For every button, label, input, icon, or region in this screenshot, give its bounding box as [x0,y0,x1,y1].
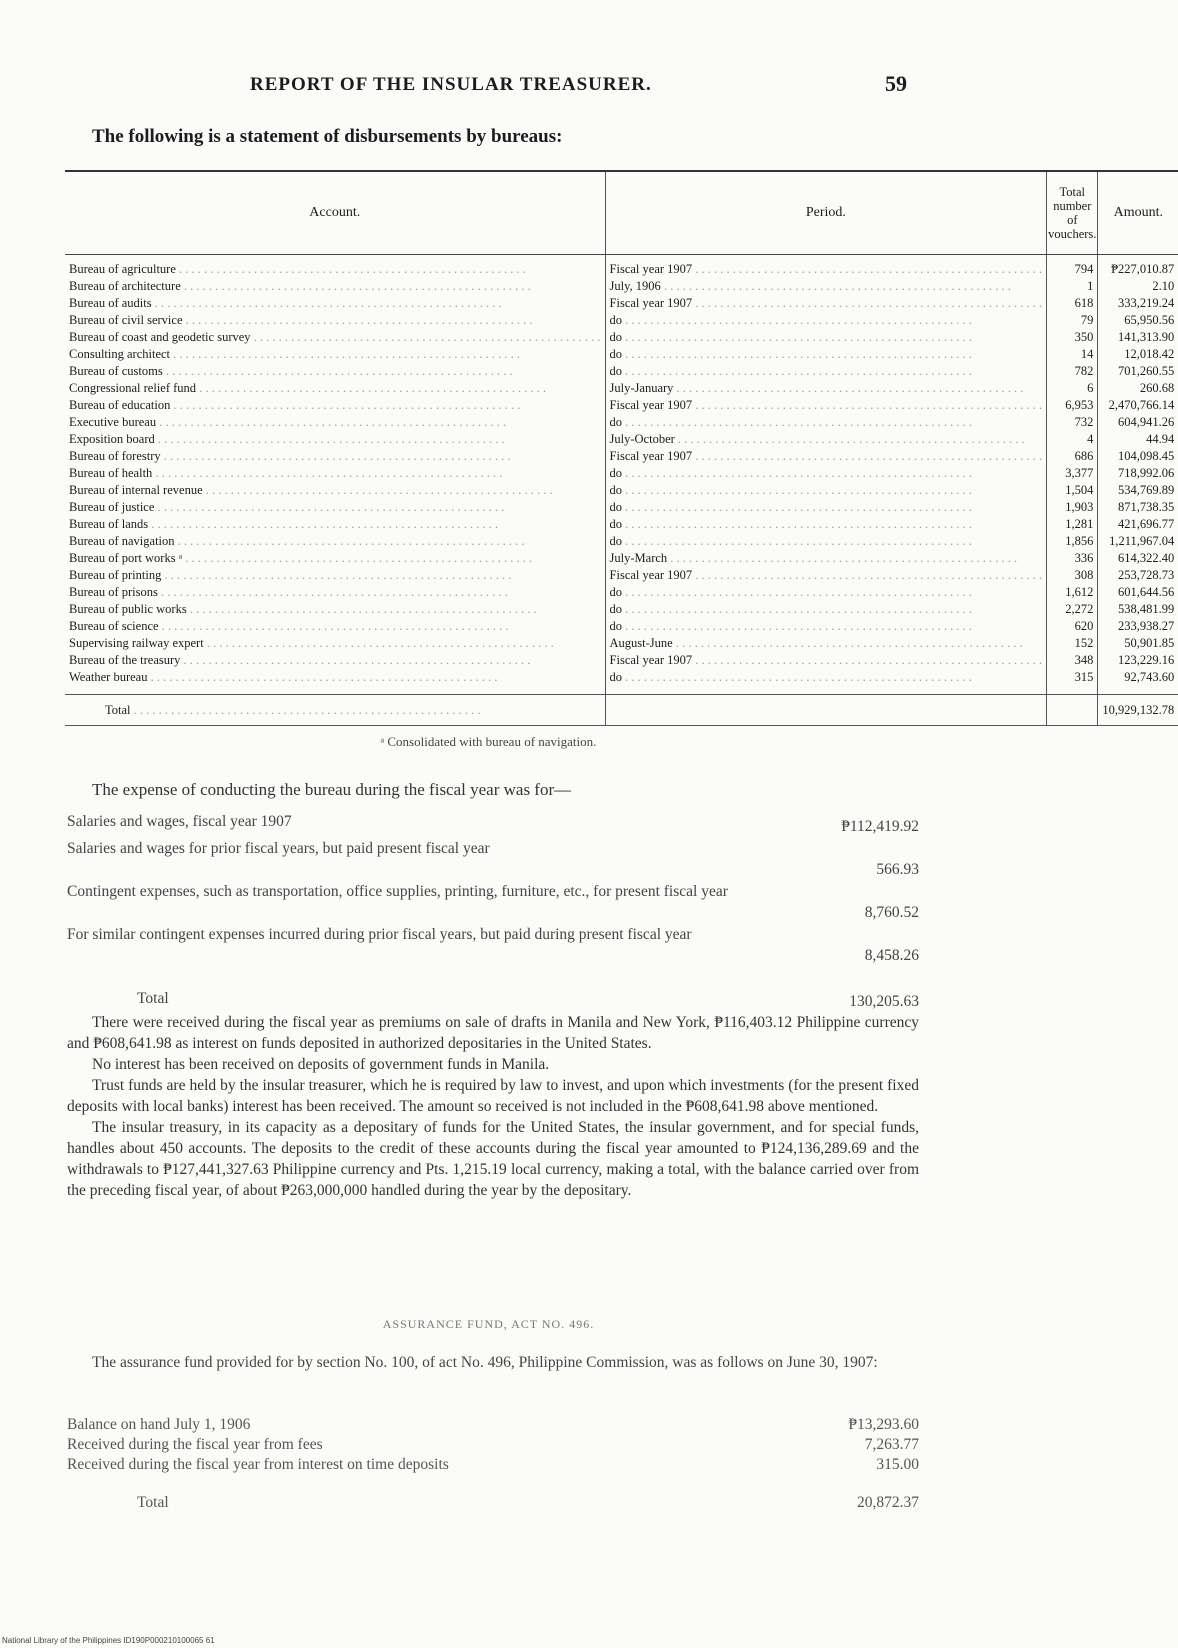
amount-cell: 1,211,967.04 [1109,534,1175,548]
paragraph: There were received during the fiscal year as premiums on sale of drafts in Manila and New York, ₱116,403.12 Philippine currency and ₱608,641.98 as interest on funds deposited in authorized depositaries in the United States. [67,1014,919,1052]
disbursement-table-wrap [65,170,1175,726]
expense-value: 8,458.26 [864,947,919,964]
fund-item [67,1435,919,1455]
period-cell: July-March . . . [610,551,1018,565]
account-cell: Bureau of the treasury . . . [69,653,530,667]
account-cell: Weather bureau . . . [69,670,497,684]
table-row [65,499,1178,516]
period-cell: do . . . [610,313,973,327]
header-vouchers-line2: number [1053,199,1092,213]
expense-label: Salaries and wages, fiscal year 1907 [67,813,292,830]
period-cell: do . . . [610,364,973,378]
account-cell: Bureau of port works ᵃ . . . [69,551,532,565]
period-cell: do . . . [610,347,973,361]
table-row [65,567,1178,584]
header-vouchers-line1: Total [1059,185,1086,199]
disbursement-table [65,170,1178,726]
amount-cell: 2,470,766.14 [1108,398,1175,412]
amount-cell: 104,098.45 [1118,449,1175,463]
amount-cell: 333,219.24 [1118,296,1175,310]
expense-total [67,989,919,1011]
vouchers-cell: 1,504 [1065,483,1094,497]
expense-label: Contingent expenses, such as transportation, office supplies, printing, furniture, etc., for present fiscal year [67,883,728,900]
page-number: 59 [885,71,907,96]
expense-item [67,882,919,922]
amount-cell: 604,941.26 [1118,415,1175,429]
vouchers-cell: 618 [1074,296,1094,310]
period-cell: do . . . [610,330,973,344]
table-row [65,550,1178,567]
expense-value: 566.93 [876,861,919,878]
account-cell: Bureau of customs . . . [69,364,513,378]
account-cell: Bureau of public works . . . [69,602,537,616]
total-amount: 10,929,132.78 [1102,702,1175,717]
vouchers-cell: 782 [1074,364,1094,378]
vouchers-cell: 336 [1074,551,1094,565]
amount-cell: 92,743.60 [1124,670,1175,684]
expense-value: 8,760.52 [864,904,919,921]
table-spacer [65,686,1178,695]
fund-label: Balance on hand July 1, 1906 [67,1416,251,1433]
account-cell: Bureau of lands . . . [69,517,498,531]
table-row [65,465,1178,482]
expense-label: For similar contingent expenses incurred during prior fiscal years, but paid during present fiscal year [67,926,692,943]
fund-value: ₱13,293.60 [848,1416,919,1433]
expense-total-value: 130,205.63 [849,993,919,1010]
vouchers-cell: 732 [1074,415,1094,429]
amount-cell: 233,938.27 [1118,619,1175,633]
vouchers-cell: 6,953 [1065,398,1094,412]
vouchers-cell: 6 [1087,381,1094,395]
account-cell: Consulting architect . . . [69,347,520,361]
table-row [65,431,1178,448]
amount-cell: 871,738.35 [1118,500,1175,514]
table-row [65,618,1178,635]
table-row [65,278,1178,295]
period-cell: do . . . [610,466,973,480]
vouchers-cell: 1 [1087,279,1094,293]
account-cell: Congressional relief fund . . . [69,381,546,395]
vouchers-cell: 348 [1074,653,1094,667]
table-row [65,295,1178,312]
paragraph: Trust funds are held by the insular treasurer, which he is required by law to invest, and upon which investments (for the present fixed deposits with local banks) interest has been received. The amount so received is not included in the ₱608,641.98 above mentioned. [67,1077,919,1115]
period-cell: do . . . [610,517,973,531]
expense-item [67,925,919,965]
period-cell: do . . . [610,415,973,429]
table-body [65,255,1178,726]
period-cell: do . . . [610,585,973,599]
period-cell: Fiscal year 1907 . . . [610,449,1043,463]
fund-item [67,1415,919,1435]
table-row [65,584,1178,601]
amount-cell: 12,018.42 [1124,347,1175,361]
header-vouchers [1047,171,1098,255]
account-cell: Bureau of agriculture . . . [69,262,526,276]
amount-cell: 421,696.77 [1118,517,1175,531]
header-period: Period. [605,171,1047,255]
fund-intro: The assurance fund provided for by section No. 100, of act No. 496, Philippine Commission, was as follows on June 30, 1907: [92,1354,878,1371]
account-cell: Bureau of navigation . . . [69,534,525,548]
account-cell: Bureau of science . . . [69,619,509,633]
amount-cell: 44.94 [1146,432,1175,446]
vouchers-cell: 620 [1074,619,1094,633]
period-cell: July, 1906 . . . [610,279,1011,293]
vouchers-cell: 686 [1074,449,1094,463]
vouchers-cell: 14 [1080,347,1094,361]
vouchers-cell: 1,903 [1065,500,1094,514]
period-cell: August-June . . . [610,636,1023,650]
period-cell: do . . . [610,483,973,497]
table-row [65,363,1178,380]
header-amount: Amount. [1098,171,1178,255]
table-row [65,652,1178,669]
body-text [67,1012,919,1201]
amount-cell: 50,901.85 [1124,636,1175,650]
paragraph: No interest has been received on deposits of government funds in Manila. [92,1056,550,1073]
amount-cell: 260.68 [1139,381,1175,395]
vouchers-cell: 4 [1087,432,1094,446]
amount-cell: 123,229.16 [1118,653,1175,667]
total-label: Total . . . [105,703,481,717]
table-row [65,635,1178,652]
expense-total-label: Total [137,990,169,1007]
vouchers-cell: 1,856 [1065,534,1094,548]
period-cell: Fiscal year 1907 . . . [610,262,1043,276]
amount-cell: 718,992.06 [1118,466,1175,480]
footnote: ᵃ Consolidated with bureau of navigation. [380,734,597,749]
vouchers-cell: 2,272 [1065,602,1094,616]
period-cell: July-October . . . [610,432,1025,446]
table-row [65,669,1178,686]
period-cell: do . . . [610,619,973,633]
account-cell: Bureau of education . . . [69,398,520,412]
expense-item [67,812,919,836]
account-cell: Bureau of forestry . . . [69,449,511,463]
fund-total [67,1493,919,1513]
amount-cell: 2.10 [1152,279,1175,293]
expense-label: Salaries and wages for prior fiscal years, but paid present fiscal year [67,840,490,857]
table-row [65,312,1178,329]
period-cell: do . . . [610,534,973,548]
vouchers-cell: 315 [1074,670,1094,684]
table-intro: The following is a statement of disbursements by bureaus: [92,126,563,147]
vouchers-cell: 79 [1080,313,1094,327]
period-cell: do . . . [610,500,973,514]
amount-cell: 614,322.40 [1118,551,1175,565]
period-cell: Fiscal year 1907 . . . [610,398,1043,412]
table-row [65,255,1178,279]
vouchers-cell: 308 [1074,568,1094,582]
header-account: Account. [65,171,605,255]
table-row [65,482,1178,499]
fund-value: 315.00 [876,1456,919,1473]
fund-item [67,1455,919,1475]
vouchers-cell: 1,612 [1065,585,1094,599]
account-cell: Executive bureau . . . [69,415,506,429]
period-cell: July-January . . . [610,381,1024,395]
table-row [65,380,1178,397]
account-cell: Supervising railway expert . . . [69,636,554,650]
vouchers-cell: 152 [1074,636,1094,650]
account-cell: Bureau of prisons . . . [69,585,508,599]
fund-value: 7,263.77 [864,1436,919,1453]
amount-cell: ₱227,010.87 [1111,262,1175,276]
table-row [65,516,1178,533]
fund-total-label: Total [137,1494,169,1511]
header-vouchers-line4: vouchers. [1048,227,1097,241]
account-cell: Bureau of coast and geodetic survey . . . [69,330,601,344]
table-row [65,601,1178,618]
table-row [65,414,1178,431]
fund-label: Received during the fiscal year from fees [67,1436,323,1453]
archive-strip: National Library of the Philippines ID190P000210100065 61 [2,1636,215,1645]
table-row [65,448,1178,465]
period-cell: Fiscal year 1907 . . . [610,296,1043,310]
account-cell: Bureau of health . . . [69,466,502,480]
amount-cell: 141,313.90 [1118,330,1175,344]
amount-cell: 538,481.99 [1118,602,1175,616]
expense-item [67,839,919,879]
account-cell: Bureau of internal revenue . . . [69,483,553,497]
account-cell: Bureau of audits . . . [69,296,502,310]
header-vouchers-line3: of [1067,213,1078,227]
fund-label: Received during the fiscal year from interest on time deposits [67,1456,449,1473]
account-cell: Bureau of civil service . . . [69,313,533,327]
table-row [65,346,1178,363]
amount-cell: 534,769.89 [1118,483,1175,497]
period-cell: Fiscal year 1907 . . . [610,568,1043,582]
vouchers-cell: 1,281 [1065,517,1094,531]
period-cell: do . . . [610,670,973,684]
account-cell: Bureau of justice . . . [69,500,504,514]
table-row [65,397,1178,414]
amount-cell: 601,644.56 [1118,585,1175,599]
expense-list [67,812,919,1011]
amount-cell: 701,260.55 [1118,364,1175,378]
account-cell: Exposition board . . . [69,432,505,446]
table-row [65,533,1178,550]
period-cell: Fiscal year 1907 . . . [610,653,1043,667]
expense-value: ₱112,419.92 [841,818,919,835]
expense-intro: The expense of conducting the bureau during the fiscal year was for— [92,780,572,799]
table-total-row [65,695,1178,726]
vouchers-cell: 794 [1074,262,1094,276]
paragraph: The insular treasury, in its capacity as a depositary of funds for the United States, the insular government, and for special funds, handles about 450 accounts. The deposits to the credit of these accounts during the fiscal year amounted to ₱124,136,289.69 and the withdrawals to ₱127,441,327.63 Philippine currency and Pts. 1,215.19 local currency, making a total, with the balance carried over from the preceding fiscal year, of about ₱263,000,000 handled during the year by the depositary. [67,1119,919,1199]
fund-heading: ASSURANCE FUND, ACT NO. 496. [382,1317,595,1331]
table-row [65,329,1178,346]
fund-total-value: 20,872.37 [857,1494,919,1511]
amount-cell: 65,950.56 [1124,313,1175,327]
account-cell: Bureau of printing . . . [69,568,511,582]
amount-cell: 253,728.73 [1118,568,1175,582]
running-title: REPORT OF THE INSULAR TREASURER. [250,74,652,95]
account-cell: Bureau of architecture . . . [69,279,531,293]
period-cell: do . . . [610,602,973,616]
vouchers-cell: 350 [1074,330,1094,344]
fund-list [67,1415,919,1513]
vouchers-cell: 3,377 [1065,466,1094,480]
